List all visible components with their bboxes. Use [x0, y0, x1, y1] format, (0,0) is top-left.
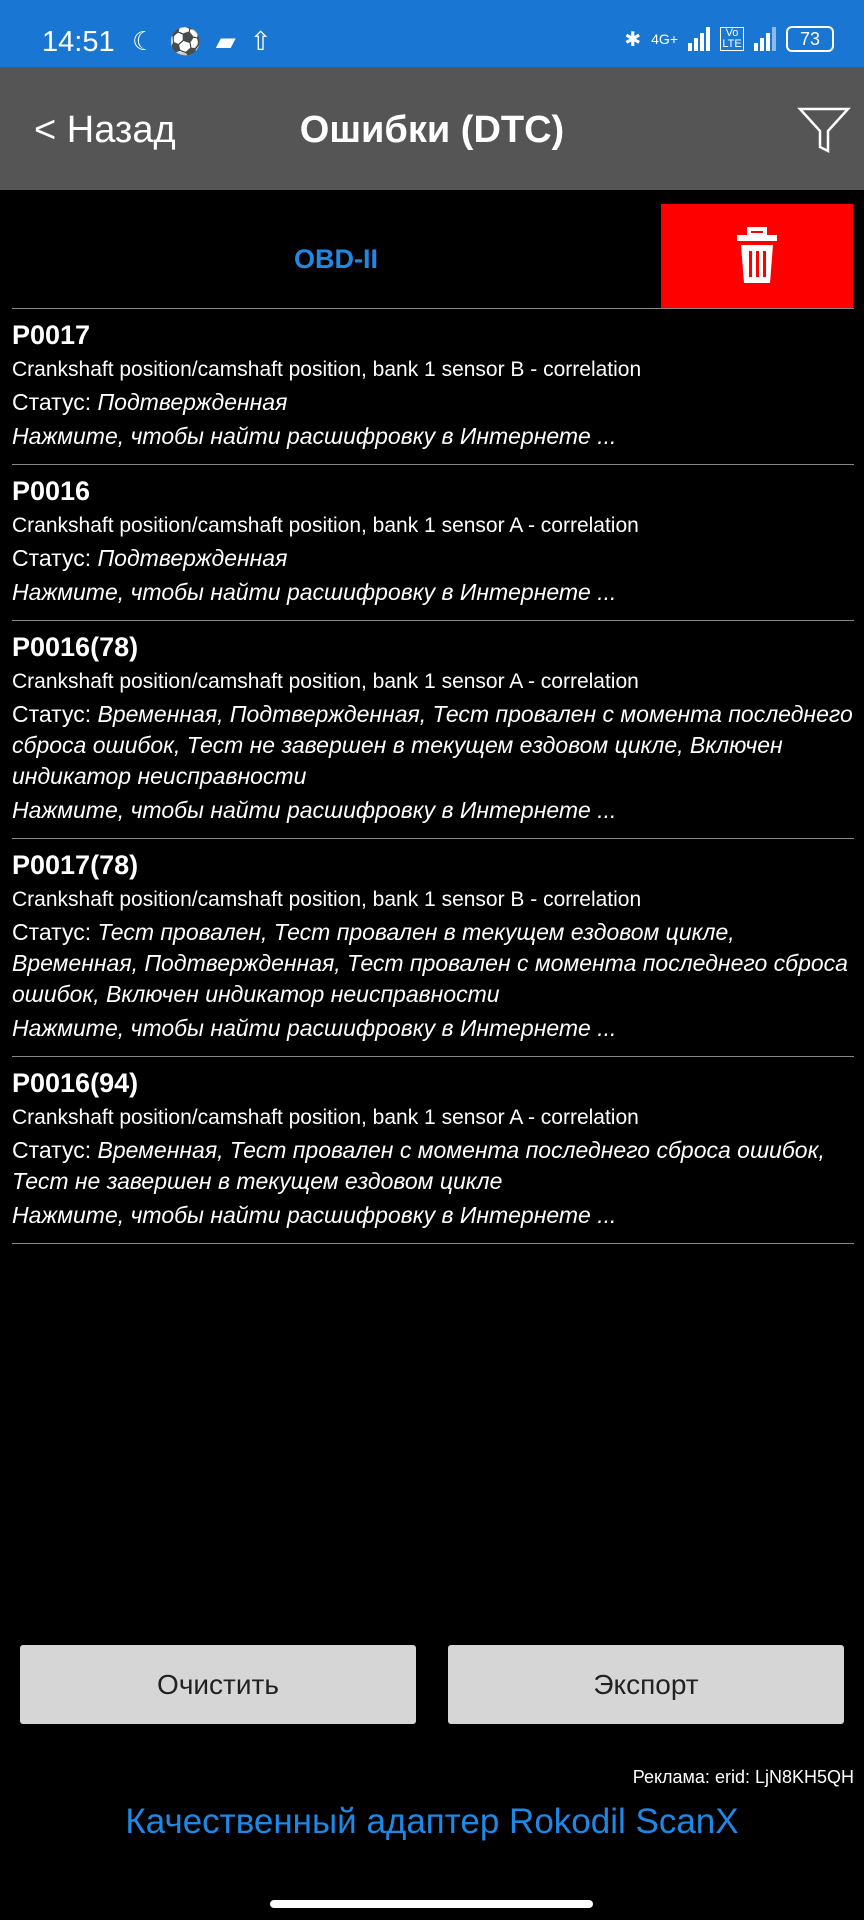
dtc-list [12, 308, 854, 1244]
ad-link[interactable]: Качественный адаптер Rokodil ScanX [125, 1802, 739, 1841]
dtc-description: Crankshaft position/camshaft position, bank 1 sensor A - correlation [12, 514, 639, 537]
status-value: Тест провален, Тест провален в текущем ездовом цикле, Временная, Подтвержденная, Тест провален с момента последнего сброса ошибок, Включен индикатор неисправности [12, 919, 848, 1007]
status-label: Статус: [12, 1137, 98, 1163]
clock: 14:51 [42, 26, 115, 58]
page-title: Ошибки (DTC) [299, 109, 565, 151]
clear-button[interactable]: Очистить [20, 1645, 416, 1724]
dtc-description: Crankshaft position/camshaft position, bank 1 sensor A - correlation [12, 670, 639, 693]
status-bar [0, 0, 864, 67]
bluetooth-icon: ✱ [624, 28, 642, 51]
ad-label: Реклама: erid: LjN8KH5QH [632, 1767, 854, 1787]
filter-icon[interactable] [796, 101, 852, 157]
status-label: Статус: [12, 389, 98, 415]
dtc-item[interactable] [12, 838, 854, 1056]
soccer-ball-icon: ⚽ [169, 26, 202, 56]
signal-icon-2 [754, 27, 776, 51]
dtc-code: P0016 [12, 476, 91, 506]
status-value: Временная, Подтвержденная, Тест провален с момента последнего сброса ошибок, Тест не завершен в текущем ездовом цикле, Включен индикатор неисправности [12, 701, 853, 789]
search-hint-link[interactable]: Нажмите, чтобы найти расшифровку в Интернете ... [12, 423, 617, 449]
upload-icon: ⇧ [249, 26, 272, 56]
dtc-code: P0016(78) [12, 632, 139, 662]
search-hint-link[interactable]: Нажмите, чтобы найти расшифровку в Интернете ... [12, 797, 617, 823]
status-value: Подтвержденная [97, 545, 288, 571]
dtc-code: P0017 [12, 320, 91, 350]
dtc-code: P0016(94) [12, 1068, 139, 1098]
dtc-description: Crankshaft position/camshaft position, bank 1 sensor A - correlation [12, 1106, 639, 1129]
dtc-description: Crankshaft position/camshaft position, bank 1 sensor B - correlation [12, 358, 642, 381]
battery-icon: 73 [786, 26, 834, 52]
engine-icon: ▰ [215, 26, 236, 56]
search-hint-link[interactable]: Нажмите, чтобы найти расшифровку в Интернете ... [12, 1202, 617, 1228]
status-label: Статус: [12, 545, 98, 571]
app-header [0, 67, 864, 190]
volte-icon: Vo LTE [720, 27, 744, 51]
export-button[interactable]: Экспорт [448, 1645, 844, 1724]
delete-button[interactable] [661, 204, 853, 308]
tab-obd-ii[interactable]: OBD-II [294, 244, 378, 274]
search-hint-link[interactable]: Нажмите, чтобы найти расшифровку в Интернете ... [12, 1015, 617, 1041]
network-type: 4G+ [651, 31, 678, 47]
status-value: Подтвержденная [97, 389, 288, 415]
moon-icon: ☾ [132, 26, 156, 56]
trash-icon [735, 227, 779, 285]
dtc-description: Crankshaft position/camshaft position, bank 1 sensor B - correlation [12, 888, 642, 911]
status-value: Временная, Тест провален с момента последнего сброса ошибок, Тест не завершен в текущем ездовом цикле [12, 1137, 825, 1194]
signal-icon [688, 27, 710, 51]
status-label: Статус: [12, 701, 98, 727]
dtc-code: P0017(78) [12, 850, 139, 880]
home-indicator[interactable] [270, 1900, 593, 1908]
search-hint-link[interactable]: Нажмите, чтобы найти расшифровку в Интернете ... [12, 579, 617, 605]
dtc-item[interactable] [12, 620, 854, 838]
status-label: Статус: [12, 919, 98, 945]
dtc-item[interactable] [12, 1056, 854, 1244]
dtc-item[interactable] [12, 464, 854, 620]
back-button[interactable]: < Назад [34, 109, 176, 151]
dtc-item[interactable] [12, 308, 854, 464]
